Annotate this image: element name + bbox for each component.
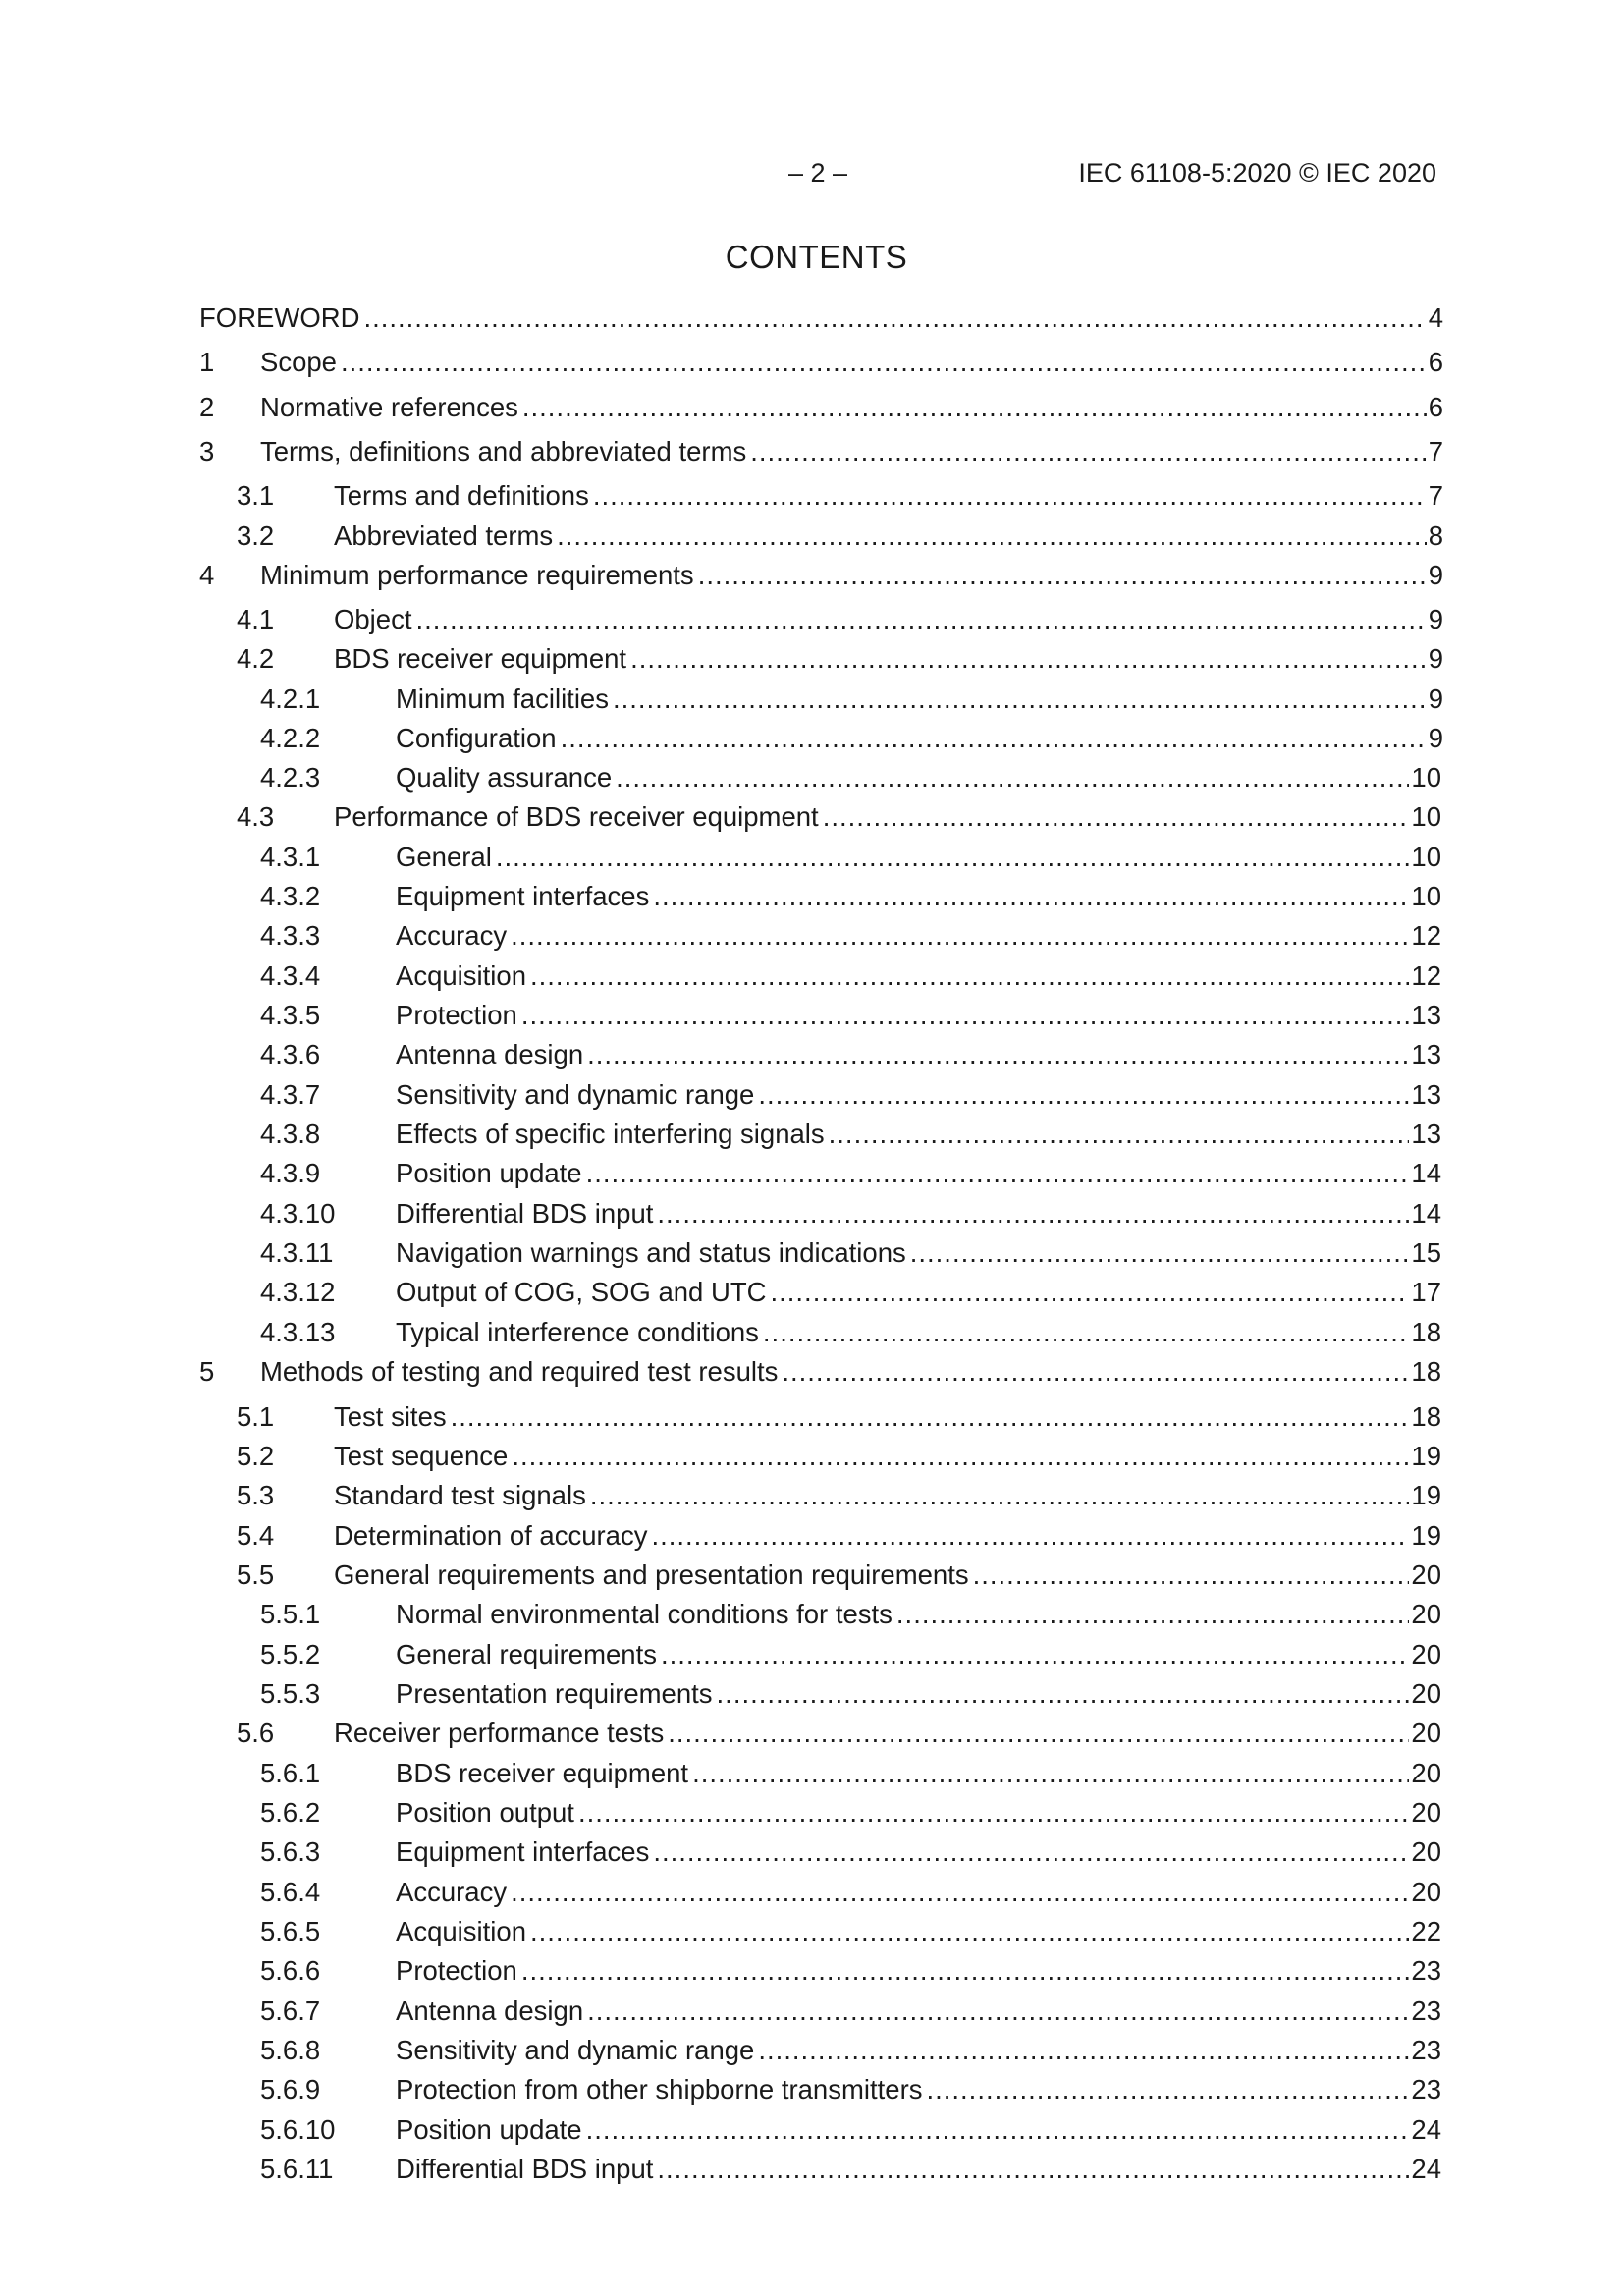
toc-page-number: 13 xyxy=(1411,1119,1441,1149)
toc-number: 4 xyxy=(199,560,215,590)
toc-number: 5.6.5 xyxy=(260,1916,321,1946)
dot-leader xyxy=(587,1995,1409,2028)
toc-title: Abbreviated terms xyxy=(334,520,554,551)
dot-leader xyxy=(522,391,1427,424)
toc-number: 4.3.8 xyxy=(260,1119,321,1149)
document-id: IEC 61108-5:2020 © IEC 2020 xyxy=(1078,158,1436,188)
toc-entry[interactable] xyxy=(260,841,1441,874)
toc-entry[interactable] xyxy=(260,683,1443,716)
toc-page-number: 20 xyxy=(1411,1678,1441,1709)
toc-number: 5.6.4 xyxy=(260,1877,321,1907)
dot-leader xyxy=(698,559,1427,592)
toc-page-number: 19 xyxy=(1411,1520,1441,1551)
dot-leader xyxy=(530,959,1409,993)
dot-leader xyxy=(496,841,1410,874)
toc-number: 3.2 xyxy=(237,520,275,551)
dot-leader xyxy=(829,1118,1410,1151)
toc-page-number: 15 xyxy=(1411,1237,1441,1268)
toc-page-number: 20 xyxy=(1411,1599,1441,1629)
toc-entry[interactable] xyxy=(237,1440,1441,1473)
toc-entry[interactable] xyxy=(237,1400,1441,1434)
toc-number: 3 xyxy=(199,436,215,466)
dot-leader xyxy=(616,761,1409,794)
toc-page-number: 4 xyxy=(1428,302,1443,333)
toc-entry[interactable] xyxy=(237,479,1443,513)
toc-number: 4.3.13 xyxy=(260,1317,336,1347)
toc-number: 5.6.8 xyxy=(260,2035,321,2065)
toc-page-number: 9 xyxy=(1428,643,1443,674)
dot-leader xyxy=(512,1440,1409,1473)
toc-page-number: 10 xyxy=(1411,762,1441,793)
toc-number: 4.3.3 xyxy=(260,920,321,951)
toc-entry[interactable] xyxy=(260,1197,1441,1230)
dot-leader xyxy=(657,2153,1409,2186)
toc-title: Sensitivity and dynamic range xyxy=(396,1079,755,1110)
toc-page-number: 10 xyxy=(1411,842,1441,872)
toc-number: 4.3.7 xyxy=(260,1079,321,1110)
toc-number: 5.1 xyxy=(237,1401,275,1432)
dot-leader xyxy=(717,1677,1410,1711)
toc-title: Accuracy xyxy=(396,1877,508,1907)
toc-page-number: 23 xyxy=(1411,2035,1441,2065)
dot-leader xyxy=(657,1197,1409,1230)
toc-title: Standard test signals xyxy=(334,1480,586,1510)
toc-entry[interactable] xyxy=(260,1078,1441,1112)
dot-leader xyxy=(653,1835,1409,1869)
toc-number: 4.3.4 xyxy=(260,960,321,991)
toc-title: Performance of BDS receiver equipment xyxy=(334,801,819,832)
toc-page-number: 9 xyxy=(1428,604,1443,634)
dot-leader xyxy=(511,919,1409,953)
toc-title: Object xyxy=(334,604,412,634)
toc-title: Test sequence xyxy=(334,1441,509,1471)
toc-title: Equipment interfaces xyxy=(396,1836,650,1867)
toc-title: Position output xyxy=(396,1797,574,1828)
toc-title: Output of COG, SOG and UTC xyxy=(396,1277,767,1307)
toc-entry[interactable] xyxy=(260,1118,1441,1151)
dot-leader xyxy=(451,1400,1410,1434)
toc-entry[interactable] xyxy=(260,1677,1441,1711)
dot-leader xyxy=(521,1954,1410,1988)
toc-page-number: 6 xyxy=(1428,347,1443,377)
toc-page-number: 19 xyxy=(1411,1480,1441,1510)
toc-number: 4.2.3 xyxy=(260,762,321,793)
toc-page-number: 10 xyxy=(1411,881,1441,911)
toc-title: Methods of testing and required test results xyxy=(260,1356,779,1387)
toc-entry[interactable] xyxy=(260,1954,1441,1988)
toc-entry[interactable] xyxy=(260,2153,1441,2186)
toc-title: Terms, definitions and abbreviated terms xyxy=(260,436,747,466)
toc-entry[interactable] xyxy=(237,1558,1441,1592)
toc-page-number: 24 xyxy=(1411,2114,1441,2145)
toc-number: 5.6.2 xyxy=(260,1797,321,1828)
toc-title: Acquisition xyxy=(396,960,526,991)
toc-page-number: 17 xyxy=(1411,1277,1441,1307)
toc-number: 5.5.3 xyxy=(260,1678,321,1709)
toc-entry[interactable] xyxy=(260,999,1441,1032)
toc-page-number: 9 xyxy=(1428,560,1443,590)
toc-page-number: 9 xyxy=(1428,683,1443,714)
toc-number: 1 xyxy=(199,347,215,377)
toc-title: Differential BDS input xyxy=(396,1198,654,1229)
toc-title: Differential BDS input xyxy=(396,2154,654,2184)
toc-number: 5 xyxy=(199,1356,215,1387)
toc-number: 5.3 xyxy=(237,1480,275,1510)
toc-entry[interactable] xyxy=(260,919,1441,953)
dot-leader xyxy=(415,603,1426,636)
toc-number: 3.1 xyxy=(237,480,275,511)
toc-number: 5.6.6 xyxy=(260,1955,321,1986)
toc-title: Protection xyxy=(396,1000,517,1030)
dot-leader xyxy=(521,999,1410,1032)
toc-entry[interactable] xyxy=(260,1598,1441,1631)
dot-leader xyxy=(630,642,1427,676)
toc-page-number: 12 xyxy=(1411,960,1441,991)
toc-title: Navigation warnings and status indications xyxy=(396,1237,906,1268)
toc-number: 4.3.12 xyxy=(260,1277,336,1307)
dot-leader xyxy=(593,479,1427,513)
toc-number: 5.5 xyxy=(237,1559,275,1590)
toc-number: 4.1 xyxy=(237,604,275,634)
toc-title: Protection from other shipborne transmitters xyxy=(396,2074,923,2105)
toc-title: BDS receiver equipment xyxy=(396,1758,689,1788)
toc-number: 5.6.11 xyxy=(260,2154,334,2184)
toc-page-number: 20 xyxy=(1411,1877,1441,1907)
dot-leader xyxy=(651,1519,1409,1553)
dot-leader xyxy=(661,1638,1409,1671)
toc-entry[interactable] xyxy=(260,1157,1441,1190)
toc-entry[interactable] xyxy=(260,1915,1441,1948)
toc-title: Equipment interfaces xyxy=(396,881,650,911)
dot-leader xyxy=(557,519,1427,553)
toc-number: 5.6.10 xyxy=(260,2114,336,2145)
toc-page-number: 13 xyxy=(1411,1079,1441,1110)
dot-leader xyxy=(692,1757,1409,1790)
toc-page-number: 20 xyxy=(1411,1559,1441,1590)
toc-title: General requirements and presentation requirements xyxy=(334,1559,969,1590)
toc-page-number: 7 xyxy=(1428,480,1443,511)
toc-page-number: 22 xyxy=(1411,1916,1441,1946)
toc-entry[interactable] xyxy=(237,1479,1441,1512)
toc-title: Typical interference conditions xyxy=(396,1317,759,1347)
toc-page-number: 6 xyxy=(1428,392,1443,422)
toc-title: Effects of specific interfering signals xyxy=(396,1119,825,1149)
dot-leader xyxy=(561,722,1427,755)
dot-leader xyxy=(771,1276,1410,1309)
toc-page-number: 23 xyxy=(1411,1955,1441,1986)
toc-title: Minimum performance requirements xyxy=(260,560,694,590)
page-number: – 2 – xyxy=(787,158,848,188)
toc-number: 5.6.3 xyxy=(260,1836,321,1867)
toc-title: Sensitivity and dynamic range xyxy=(396,2035,755,2065)
toc-entry[interactable] xyxy=(260,1276,1441,1309)
dot-leader xyxy=(586,2113,1410,2147)
toc-title: Normal environmental conditions for tests xyxy=(396,1599,893,1629)
toc-number: 4.2 xyxy=(237,643,275,674)
toc-entry[interactable] xyxy=(199,346,1443,379)
toc-page-number: 7 xyxy=(1428,436,1443,466)
toc-entry[interactable] xyxy=(199,435,1443,468)
toc-entry[interactable] xyxy=(260,959,1441,993)
toc-page-number: 18 xyxy=(1411,1356,1441,1387)
toc-number: 5.5.1 xyxy=(260,1599,321,1629)
toc-page-number: 13 xyxy=(1411,1039,1441,1069)
toc-page-number: 19 xyxy=(1411,1441,1441,1471)
toc-entry[interactable] xyxy=(237,1519,1441,1553)
toc-page-number: 24 xyxy=(1411,2154,1441,2184)
toc-page-number: 23 xyxy=(1411,2074,1441,2105)
toc-entry[interactable] xyxy=(260,1835,1441,1869)
toc-entry[interactable] xyxy=(237,603,1443,636)
toc-entry[interactable] xyxy=(260,1995,1441,2028)
toc-number: 4.3 xyxy=(237,801,275,832)
toc-entry[interactable] xyxy=(199,559,1443,592)
toc-entry[interactable] xyxy=(260,1236,1441,1270)
toc-entry[interactable] xyxy=(260,880,1441,913)
toc-title: Configuration xyxy=(396,723,557,753)
toc-number: 5.4 xyxy=(237,1520,275,1551)
toc-page-number: 23 xyxy=(1411,1995,1441,2026)
toc-number: 5.6.1 xyxy=(260,1758,321,1788)
toc-entry[interactable] xyxy=(237,800,1441,834)
toc-number: 5.5.2 xyxy=(260,1639,321,1669)
toc-title: FOREWORD xyxy=(199,302,360,333)
toc-page-number: 9 xyxy=(1428,723,1443,753)
dot-leader xyxy=(653,880,1409,913)
toc-title: Position update xyxy=(396,1158,582,1188)
toc-number: 4.2.2 xyxy=(260,723,321,753)
toc-title: Determination of accuracy xyxy=(334,1520,648,1551)
toc-page-number: 20 xyxy=(1411,1758,1441,1788)
toc-entry[interactable] xyxy=(260,2034,1441,2067)
dot-leader xyxy=(587,1038,1409,1071)
toc-page-number: 14 xyxy=(1411,1158,1441,1188)
dot-leader xyxy=(613,683,1427,716)
toc-number: 4.3.5 xyxy=(260,1000,321,1030)
toc-entry[interactable] xyxy=(199,391,1443,424)
toc-number: 4.3.9 xyxy=(260,1158,321,1188)
dot-leader xyxy=(758,2034,1409,2067)
toc-title: Protection xyxy=(396,1955,517,1986)
toc-title: Antenna design xyxy=(396,1995,584,2026)
dot-leader xyxy=(750,435,1426,468)
toc-entry[interactable] xyxy=(260,1757,1441,1790)
toc-title: Scope xyxy=(260,347,337,377)
toc-number: 4.2.1 xyxy=(260,683,321,714)
toc-entry[interactable] xyxy=(237,519,1443,553)
dot-leader xyxy=(782,1355,1409,1389)
dot-leader xyxy=(973,1558,1410,1592)
dot-leader xyxy=(586,1157,1410,1190)
toc-entry[interactable] xyxy=(260,2113,1441,2147)
dot-leader xyxy=(668,1717,1409,1750)
dot-leader xyxy=(363,301,1426,335)
toc-entry[interactable] xyxy=(237,642,1443,676)
toc-title: BDS receiver equipment xyxy=(334,643,627,674)
toc-page-number: 10 xyxy=(1411,801,1441,832)
dot-leader xyxy=(823,800,1410,834)
dot-leader xyxy=(341,346,1427,379)
dot-leader xyxy=(511,1876,1409,1909)
toc-entry[interactable] xyxy=(260,2073,1441,2106)
dot-leader xyxy=(910,1236,1410,1270)
dot-leader xyxy=(590,1479,1410,1512)
toc-entry[interactable] xyxy=(237,1717,1441,1750)
toc-title: Minimum facilities xyxy=(396,683,609,714)
toc-entry[interactable] xyxy=(260,1638,1441,1671)
toc-page-number: 14 xyxy=(1411,1198,1441,1229)
toc-title: Normative references xyxy=(260,392,518,422)
contents-title: CONTENTS xyxy=(725,239,908,275)
toc-page-number: 8 xyxy=(1428,520,1443,551)
toc-title: Presentation requirements xyxy=(396,1678,713,1709)
toc-title: Receiver performance tests xyxy=(334,1718,665,1748)
dot-leader xyxy=(763,1316,1409,1349)
toc-number: 4.3.6 xyxy=(260,1039,321,1069)
toc-entry[interactable] xyxy=(199,1355,1441,1389)
toc-number: 5.6.9 xyxy=(260,2074,321,2105)
toc-page-number: 20 xyxy=(1411,1797,1441,1828)
toc-entry[interactable] xyxy=(260,722,1443,755)
toc-entry[interactable] xyxy=(260,1316,1441,1349)
toc-title: Acquisition xyxy=(396,1916,526,1946)
toc-page-number: 20 xyxy=(1411,1836,1441,1867)
toc-page-number: 18 xyxy=(1411,1401,1441,1432)
toc-entry[interactable] xyxy=(260,1038,1441,1071)
toc-title: General requirements xyxy=(396,1639,657,1669)
toc-title: Antenna design xyxy=(396,1039,584,1069)
toc-number: 5.6.7 xyxy=(260,1995,321,2026)
toc-title: Test sites xyxy=(334,1401,447,1432)
dot-leader xyxy=(758,1078,1409,1112)
toc-entry[interactable] xyxy=(260,761,1441,794)
toc-page-number: 12 xyxy=(1411,920,1441,951)
toc-title: Accuracy xyxy=(396,920,508,951)
toc-page-number: 20 xyxy=(1411,1639,1441,1669)
toc-number: 5.2 xyxy=(237,1441,275,1471)
toc-title: Position update xyxy=(396,2114,582,2145)
toc-number: 4.3.2 xyxy=(260,881,321,911)
toc-title: Terms and definitions xyxy=(334,480,589,511)
toc-number: 5.6 xyxy=(237,1718,275,1748)
toc-page-number: 20 xyxy=(1411,1718,1441,1748)
toc-number: 4.3.11 xyxy=(260,1237,334,1268)
dot-leader xyxy=(896,1598,1409,1631)
toc-page-number: 13 xyxy=(1411,1000,1441,1030)
toc-number: 2 xyxy=(199,392,215,422)
toc-entry[interactable] xyxy=(260,1876,1441,1909)
dot-leader xyxy=(578,1796,1409,1830)
toc-number: 4.3.10 xyxy=(260,1198,336,1229)
dot-leader xyxy=(530,1915,1409,1948)
toc-entry[interactable] xyxy=(260,1796,1441,1830)
toc-title: Quality assurance xyxy=(396,762,613,793)
toc-title: General xyxy=(396,842,492,872)
toc-page-number: 18 xyxy=(1411,1317,1441,1347)
toc-number: 4.3.1 xyxy=(260,842,321,872)
dot-leader xyxy=(926,2073,1409,2106)
toc-entry[interactable] xyxy=(199,301,1443,335)
